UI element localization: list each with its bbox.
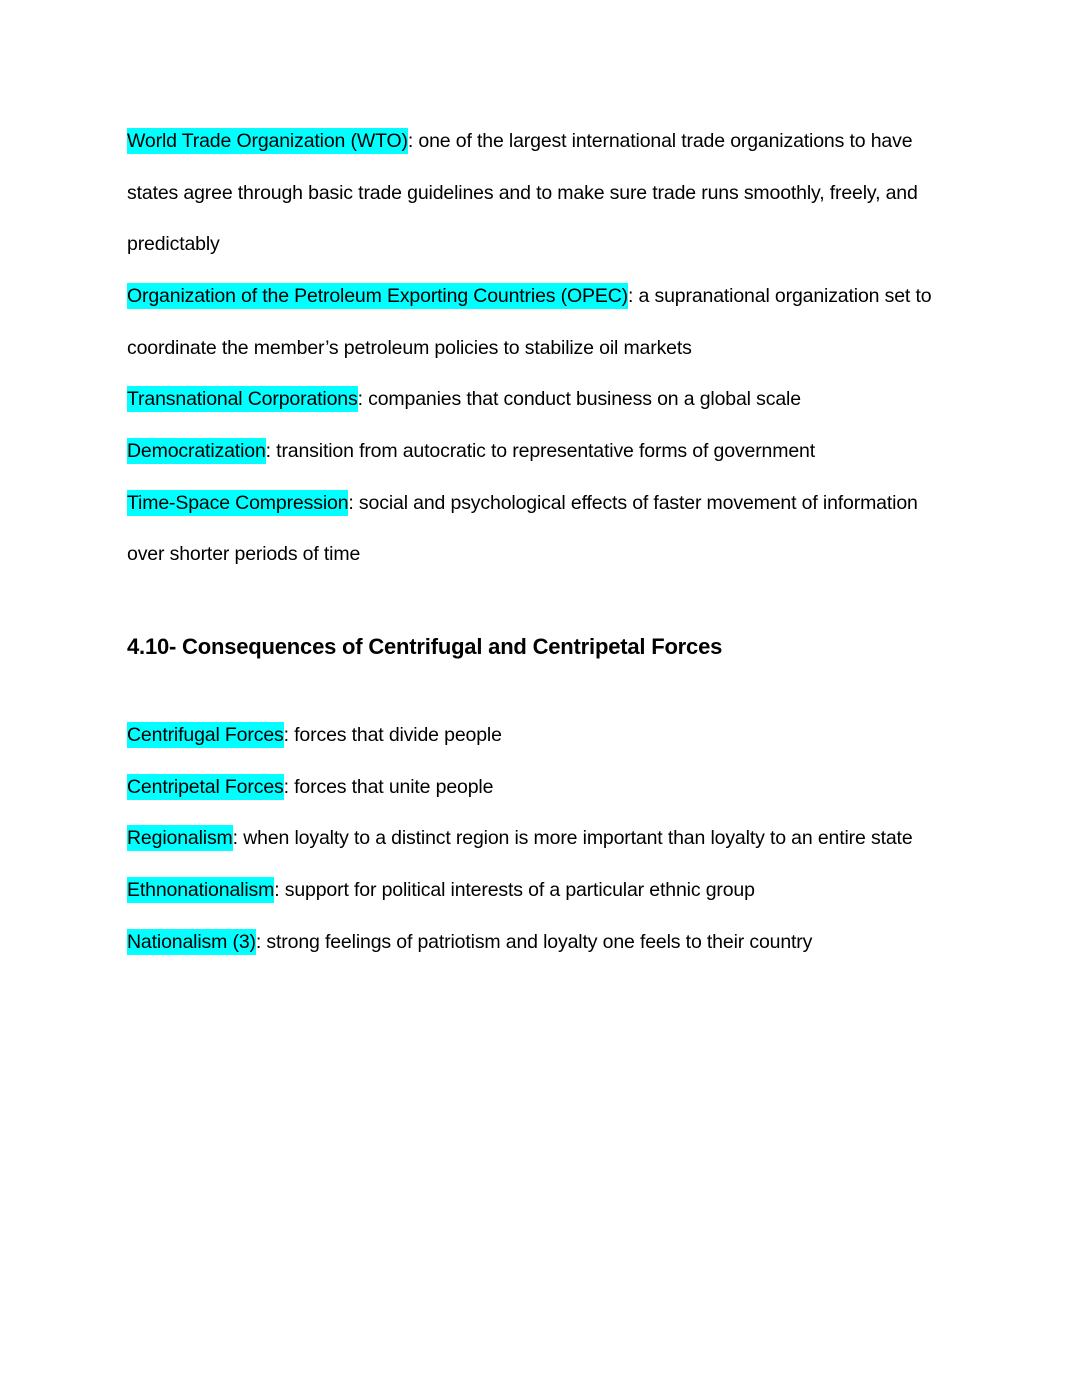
definition-text: : a supranational organization set to <box>628 285 932 307</box>
definition-wto-line-3: predictably <box>127 233 220 255</box>
term-regionalism: Regionalism <box>127 827 233 849</box>
definition-transnational-corporations <box>127 386 801 412</box>
definition-nationalism <box>127 929 812 955</box>
definition-text: : transition from autocratic to representative forms of government <box>265 440 815 462</box>
definition-time-space-compression-line-2: over shorter periods of time <box>127 543 361 565</box>
definition-wto-line-1 <box>127 128 912 154</box>
definition-text: : strong feelings of patriotism and loyalty one feels to their country <box>255 931 813 953</box>
term-centrifugal-forces: Centrifugal Forces <box>127 724 284 746</box>
definition-text: : support for political interests of a particular ethnic group <box>274 879 755 901</box>
definition-text: : forces that unite people <box>283 776 494 798</box>
definition-ethnonationalism <box>127 877 755 903</box>
definition-opec-line-2: coordinate the member’s petroleum policies to stabilize oil markets <box>127 337 692 359</box>
definition-time-space-compression-line-1 <box>127 490 918 516</box>
definition-democratization <box>127 438 815 464</box>
term-wto: World Trade Organization (WTO) <box>127 130 408 152</box>
definition-regionalism <box>127 825 913 851</box>
term-ethnonationalism: Ethnonationalism <box>127 879 275 901</box>
definition-centrifugal-forces <box>127 722 502 748</box>
definition-text: : forces that divide people <box>283 724 502 746</box>
definition-text: : one of the largest international trade organizations to have <box>407 130 913 152</box>
definition-text: : social and psychological effects of faster movement of information <box>348 492 918 514</box>
section-heading: 4.10- Consequences of Centrifugal and Centripetal Forces <box>127 634 723 659</box>
definition-centripetal-forces <box>127 774 493 800</box>
definition-opec-line-1 <box>127 283 931 309</box>
term-democratization: Democratization <box>127 440 266 462</box>
definition-text: : when loyalty to a distinct region is more important than loyalty to an entire state <box>232 827 913 849</box>
term-transnational-corporations: Transnational Corporations <box>127 388 358 410</box>
definition-text: : companies that conduct business on a global scale <box>357 388 801 410</box>
term-opec: Organization of the Petroleum Exporting Countries (OPEC) <box>127 285 628 307</box>
term-centripetal-forces: Centripetal Forces <box>127 776 284 798</box>
term-nationalism: Nationalism (3) <box>127 931 256 953</box>
term-time-space-compression: Time-Space Compression <box>127 492 349 514</box>
definition-wto-line-2: states agree through basic trade guidelines and to make sure trade runs smoothly, freely, and <box>127 182 918 204</box>
